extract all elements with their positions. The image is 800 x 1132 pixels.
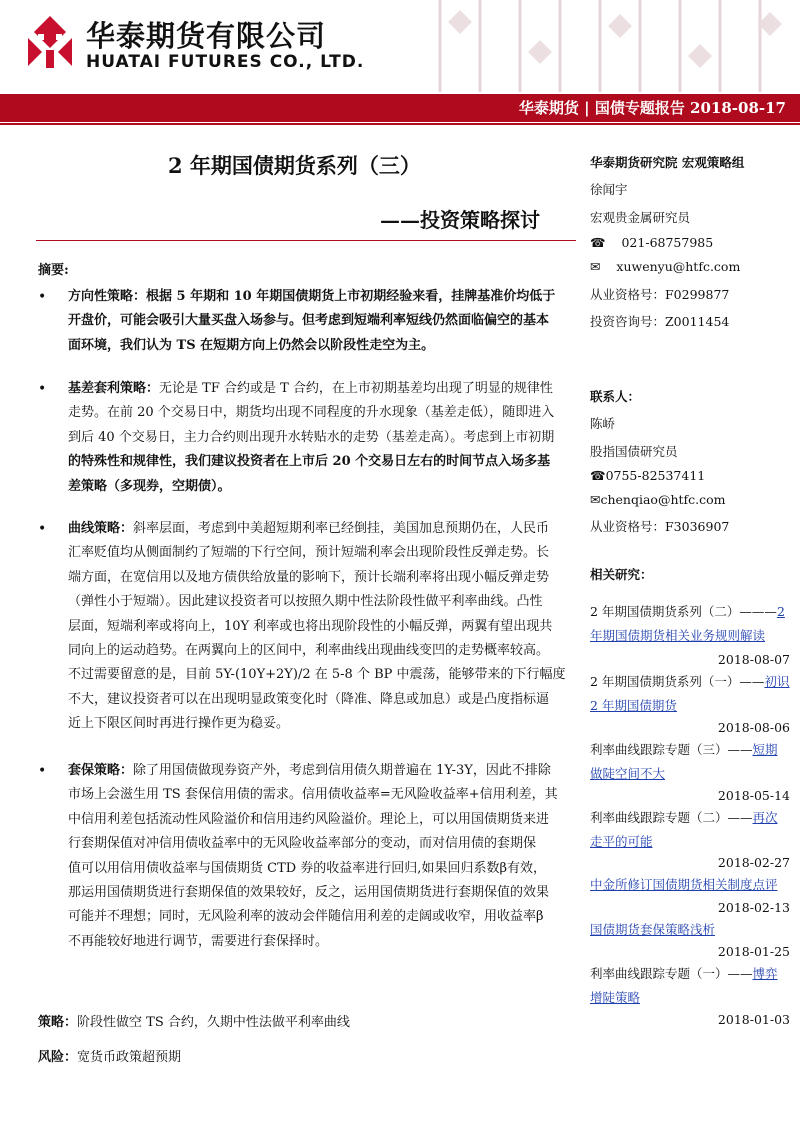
contact-email-row bbox=[590, 492, 726, 507]
line: 的特殊性和规律性，我们建议投资者在上市后 20 个交易日左右的时间节点入场多基 bbox=[68, 454, 551, 470]
line: 到后 40 个交易日，主力合约则出现升水转贴水的走势（基差走高）。考虑到上市初期 bbox=[68, 429, 555, 445]
line: （弹性小于短端）。因此建议投资者可以按照久期中性法阶段性做平利率曲线。凸性 bbox=[68, 594, 543, 610]
related-link[interactable]: 国债期货套保策略浅析 bbox=[590, 922, 716, 937]
risk-line bbox=[38, 1046, 181, 1065]
line: 那运用国债期货进行套期保值的效果较好，反之，运用国债期货进行套期保值的效果 bbox=[68, 885, 550, 901]
title-rule bbox=[36, 240, 576, 241]
abstract-item-basis bbox=[68, 377, 580, 499]
related-link[interactable]: 中金所修订国债期货相关制度点评 bbox=[590, 877, 778, 892]
related-date: 2018-01-25 bbox=[717, 944, 790, 959]
strategy-line bbox=[38, 1011, 350, 1030]
bullet-icon: • bbox=[38, 763, 47, 779]
related-date: 2018-08-06 bbox=[717, 720, 790, 735]
item-lead: 方向性策略： bbox=[68, 289, 147, 304]
related-link[interactable]: 再次走平的可能 bbox=[590, 810, 778, 849]
abstract-label: 摘要: bbox=[38, 263, 69, 278]
line: 市场上会滋生用 TS 套保信用债的需求。信用债收益率=无风险收益率+信用利差，其 bbox=[68, 787, 558, 803]
related-item[interactable] bbox=[590, 918, 790, 942]
item-lead: 基差套利策略： bbox=[68, 381, 160, 396]
line: 中信用利差包括流动性风险溢价和信用违约风险溢价。理论上，可以用国债期货来进 bbox=[68, 811, 550, 827]
related-item[interactable] bbox=[590, 873, 790, 897]
line: 面环境，我们认为 TS 在短期方向上仍然会以阶段性走空为主。 bbox=[68, 337, 435, 353]
related-link[interactable]: 初识 2 年期国债期货 bbox=[590, 674, 790, 713]
email-icon: ✉ bbox=[590, 492, 601, 507]
line: 根据 5 年期和 10 年期国债期货上市初期经验来看，挂牌基准价均低于 bbox=[146, 289, 556, 304]
abstract-item-curve bbox=[68, 517, 580, 737]
company-logo bbox=[22, 14, 78, 70]
line: 层面，短端利率或将向上，10Y 利率或也将出现阶段性的小幅反弹，两翼有望出现共 bbox=[68, 618, 553, 634]
contact-role: 股指国债研究员 bbox=[590, 444, 678, 459]
author-phone-row bbox=[590, 235, 713, 250]
strategy-label: 策略： bbox=[38, 1015, 78, 1030]
contact-phone-row bbox=[590, 468, 705, 483]
contact-cert: 从业资格号：F3036907 bbox=[590, 519, 730, 534]
phone-icon: ☎ bbox=[590, 235, 606, 250]
contact-name: 陈峤 bbox=[590, 416, 616, 431]
contact-email[interactable]: chenqiao@htfc.com bbox=[600, 492, 726, 507]
report-title: 2 年期国债期货系列（三） bbox=[168, 153, 421, 178]
line: 不过需要留意的是，目前 5Y-(10Y+2Y)/2 在 5-8 个 BP 中震荡，能够带来的下行幅度 bbox=[68, 667, 566, 683]
line: 值可以用信用债收益率与国债期货 CTD 券的收益率进行回归,如果回归系数β有效， bbox=[68, 860, 546, 876]
author-cert-1: 从业资格号：F0299877 bbox=[590, 287, 730, 302]
author-email[interactable]: xuwenyu@htfc.com bbox=[616, 259, 741, 274]
related-date: 2018-02-27 bbox=[717, 855, 790, 870]
related-plain: 利率曲线跟踪专题（一）—— bbox=[590, 966, 753, 981]
abstract-item-direction bbox=[68, 285, 580, 358]
risk-label: 风险： bbox=[38, 1050, 78, 1065]
report-subtitle: ——投资策略探讨 bbox=[380, 208, 540, 232]
bullet-icon: • bbox=[38, 289, 47, 305]
risk-text: 宽货币政策超预期 bbox=[77, 1050, 182, 1065]
related-label: 相关研究： bbox=[590, 567, 653, 582]
line: 斜率层面，考虑到中美超短期利率已经倒挂，美国加息预期仍在，人民币 bbox=[133, 521, 550, 536]
institute-name: 华泰期货研究院 宏观策略组 bbox=[590, 155, 745, 170]
strategy-text: 阶段性做空 TS 合约，久期中性法做平利率曲线 bbox=[77, 1015, 350, 1030]
abstract-item-hedge bbox=[68, 759, 580, 954]
author-phone: 021-68757985 bbox=[621, 235, 714, 250]
item-lead: 曲线策略： bbox=[68, 521, 134, 536]
line: 汇率贬值均从侧面制约了短端的下行空间，预计短端利率会出现阶段性反弹走势。长 bbox=[68, 545, 550, 561]
line: 不大，建议投资者可以在出现明显政策变化时（降准、降息或加息）或是凸度指标逼 bbox=[68, 691, 550, 707]
company-name-en: HUATAI FUTURES CO., LTD. bbox=[86, 52, 365, 72]
related-item[interactable] bbox=[590, 670, 790, 718]
author-name: 徐闻宇 bbox=[590, 182, 628, 197]
line: 差策略（多现券，空期债）。 bbox=[68, 478, 231, 494]
bullet-icon: • bbox=[38, 381, 47, 397]
line: 开盘价，可能会吸引大量买盘入场参与。但考虑到短端利率短线仍然面临偏空的基本 bbox=[68, 313, 550, 329]
contact-phone: 0755-82537411 bbox=[605, 468, 706, 483]
related-item[interactable] bbox=[590, 806, 790, 854]
bullet-icon: • bbox=[38, 521, 47, 537]
related-plain: 2 年期国债期货系列（二）——— bbox=[590, 604, 777, 619]
contact-label: 联系人： bbox=[590, 389, 641, 404]
related-item[interactable] bbox=[590, 962, 790, 1010]
line: 端方面，在宽信用以及地方债供给放量的影响下，预计长端利率将出现小幅反弹走势 bbox=[68, 569, 550, 585]
line: 除了用国债做现券资产外，考虑到信用债久期普遍在 1Y-3Y，因此不排除 bbox=[133, 763, 551, 778]
header-decoration bbox=[420, 0, 800, 92]
line: 同向上的运动趋势。在两翼向上的区间中，利率曲线出现曲线变凹的走势概率较高。 bbox=[68, 643, 550, 659]
header-divider bbox=[0, 123, 800, 125]
related-date: 2018-01-03 bbox=[717, 1012, 790, 1027]
related-item[interactable] bbox=[590, 600, 790, 648]
company-name-cn: 华泰期货有限公司 bbox=[86, 19, 327, 53]
line: 不再能较好地进行调节，需要进行套保择时。 bbox=[68, 933, 329, 949]
related-plain: 利率曲线跟踪专题（二）—— bbox=[590, 810, 753, 825]
related-plain: 2 年期国债期货系列（一）—— bbox=[590, 674, 765, 689]
phone-icon: ☎ bbox=[590, 468, 606, 483]
line: 无论是 TF 合约或是 T 合约，在上市初期基差均出现了明显的规律性 bbox=[159, 381, 553, 396]
line: 可能并不理想；同时，无风险利率的波动会伴随信用利差的走阔或收窄，用收益率β bbox=[68, 909, 544, 925]
line: 近上下限区间时再进行操作更为稳妥。 bbox=[68, 716, 290, 732]
line: 走势。在前 20 个交易日中，期货均出现不同程度的升水现象（基差走低），随即进入 bbox=[68, 405, 555, 421]
related-link[interactable]: 博弈增陡策略 bbox=[590, 966, 778, 1005]
related-item[interactable] bbox=[590, 738, 790, 786]
author-email-row bbox=[590, 259, 740, 274]
line: 行套期保值对冲信用债收益率中的无风险收益率部分的变动，而对信用债的套期保 bbox=[68, 836, 537, 852]
related-date: 2018-08-07 bbox=[717, 652, 790, 667]
related-link[interactable]: 2 年期国债期货相关业务规则解读 bbox=[590, 604, 785, 643]
related-date: 2018-02-13 bbox=[717, 900, 790, 915]
related-date: 2018-05-14 bbox=[717, 788, 790, 803]
email-icon: ✉ bbox=[590, 259, 601, 274]
item-lead: 套保策略： bbox=[68, 763, 134, 778]
report-banner-text: 华泰期货 | 国债专题报告 2018-08-17 bbox=[518, 99, 786, 117]
related-link[interactable]: 短期做陡空间不大 bbox=[590, 742, 778, 781]
author-cert-2: 投资咨询号：Z0011454 bbox=[590, 314, 730, 329]
author-role: 宏观贵金属研究员 bbox=[590, 210, 691, 225]
related-plain: 利率曲线跟踪专题（三）—— bbox=[590, 742, 753, 757]
